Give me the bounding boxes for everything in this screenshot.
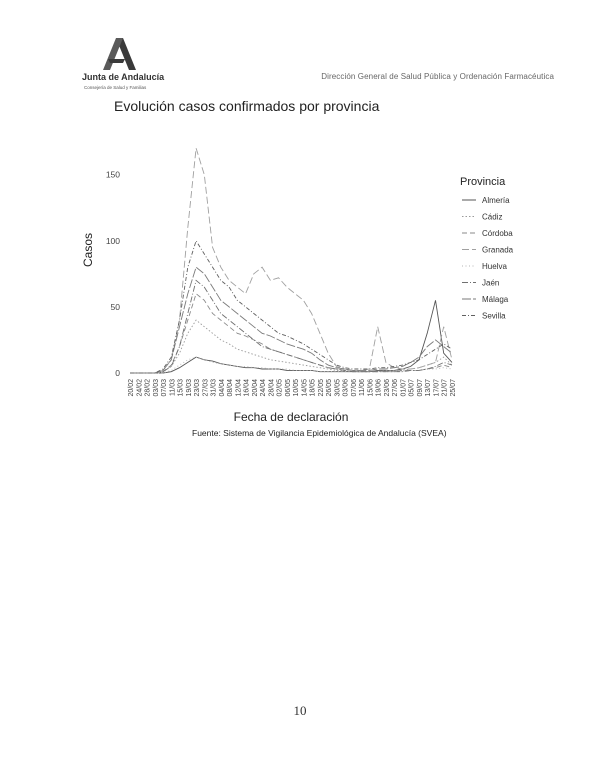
y-tick-label: 150: [105, 169, 120, 180]
page-number: 10: [293, 703, 307, 718]
legend-title: Provincia: [460, 176, 506, 188]
series-line-1: [130, 300, 452, 373]
x-tick-label: 14/05: [301, 379, 309, 397]
x-tick-label: 05/07: [408, 379, 416, 397]
series-line-8: [130, 241, 452, 373]
x-tick-label: 28/04: [268, 379, 276, 397]
x-tick-label: 17/07: [433, 379, 441, 397]
x-tick-label: 09/07: [416, 379, 424, 397]
legend-label-8: Sevilla: [482, 311, 506, 321]
x-tick-label: 03/06: [342, 379, 350, 397]
x-tick-label: 21/07: [441, 379, 449, 397]
x-tick-label: 01/07: [400, 379, 408, 397]
y-tick-label: 50: [110, 301, 120, 312]
x-tick-label: 10/05: [293, 379, 301, 397]
y-axis-label: Casos: [81, 232, 95, 268]
x-tick-label: 22/05: [317, 379, 325, 397]
x-tick-label: 06/05: [284, 379, 292, 397]
y-tick-label: 0: [115, 368, 120, 378]
x-tick-label: 04/04: [218, 379, 226, 397]
x-tick-label: 15/03: [177, 379, 185, 397]
x-tick-label: 26/05: [326, 379, 334, 397]
x-tick-label: 27/06: [392, 379, 400, 397]
org-subtitle: Consejería de Salud y Familias: [84, 85, 147, 90]
x-tick-label: 20/02: [128, 379, 135, 397]
x-axis-label: Fecha de declaración: [233, 410, 349, 424]
junta-andalucia-logo-icon: [96, 38, 136, 70]
series-line-7: [130, 267, 452, 373]
x-tick-label: 24/02: [136, 379, 144, 397]
x-tick-label: 12/04: [235, 379, 243, 397]
series-line-4: [130, 148, 452, 373]
x-tick-label: 24/04: [260, 379, 268, 397]
legend-label-3: Córdoba: [482, 229, 513, 238]
x-tick-label: 18/05: [309, 379, 317, 397]
line-chart: [78, 95, 518, 440]
org-name: Junta de Andalucía: [82, 72, 165, 82]
legend-label-4: Granada: [482, 245, 514, 255]
department-header: Dirección General de Salud Pública y Ordenación Farmacéutica: [321, 72, 554, 81]
x-tick-label: 23/03: [194, 379, 202, 397]
legend-label-6: Jaén: [482, 278, 500, 288]
x-tick-label: 16/04: [243, 379, 251, 397]
chart-title: Evolución casos confirmados por provincia: [114, 98, 380, 114]
x-tick-label: 07/06: [350, 379, 358, 397]
x-tick-label: 02/05: [276, 379, 284, 397]
chart-container: [78, 95, 518, 440]
x-tick-label: 07/03: [161, 379, 169, 397]
x-tick-label: 28/02: [144, 379, 152, 397]
x-tick-label: 19/06: [375, 379, 383, 397]
x-tick-label: 11/06: [359, 379, 367, 396]
x-tick-label: 08/04: [227, 379, 235, 397]
x-tick-label: 15/06: [367, 379, 375, 397]
x-tick-label: 20/04: [251, 379, 259, 397]
x-tick-label: 13/07: [425, 379, 433, 397]
x-tick-label: 11/03: [169, 379, 177, 396]
x-tick-label: 25/07: [450, 379, 457, 397]
y-tick-label: 100: [105, 235, 120, 246]
legend-label-7: Málaga: [482, 295, 509, 304]
legend-label-2: Cádiz: [482, 212, 503, 222]
chart-source: Fuente: Sistema de Vigilancia Epidemiológica de Andalucía (SVEA): [192, 428, 447, 438]
x-tick-label: 19/03: [185, 379, 193, 397]
x-tick-label: 27/03: [202, 379, 210, 397]
x-tick-label: 30/05: [334, 379, 342, 397]
series-line-2: [130, 320, 452, 373]
legend-label-5: Huelva: [482, 262, 507, 271]
x-tick-label: 03/03: [152, 379, 160, 397]
x-tick-label: 31/03: [210, 379, 218, 397]
legend-label-1: Almería: [482, 196, 510, 205]
x-tick-label: 23/06: [383, 379, 391, 397]
